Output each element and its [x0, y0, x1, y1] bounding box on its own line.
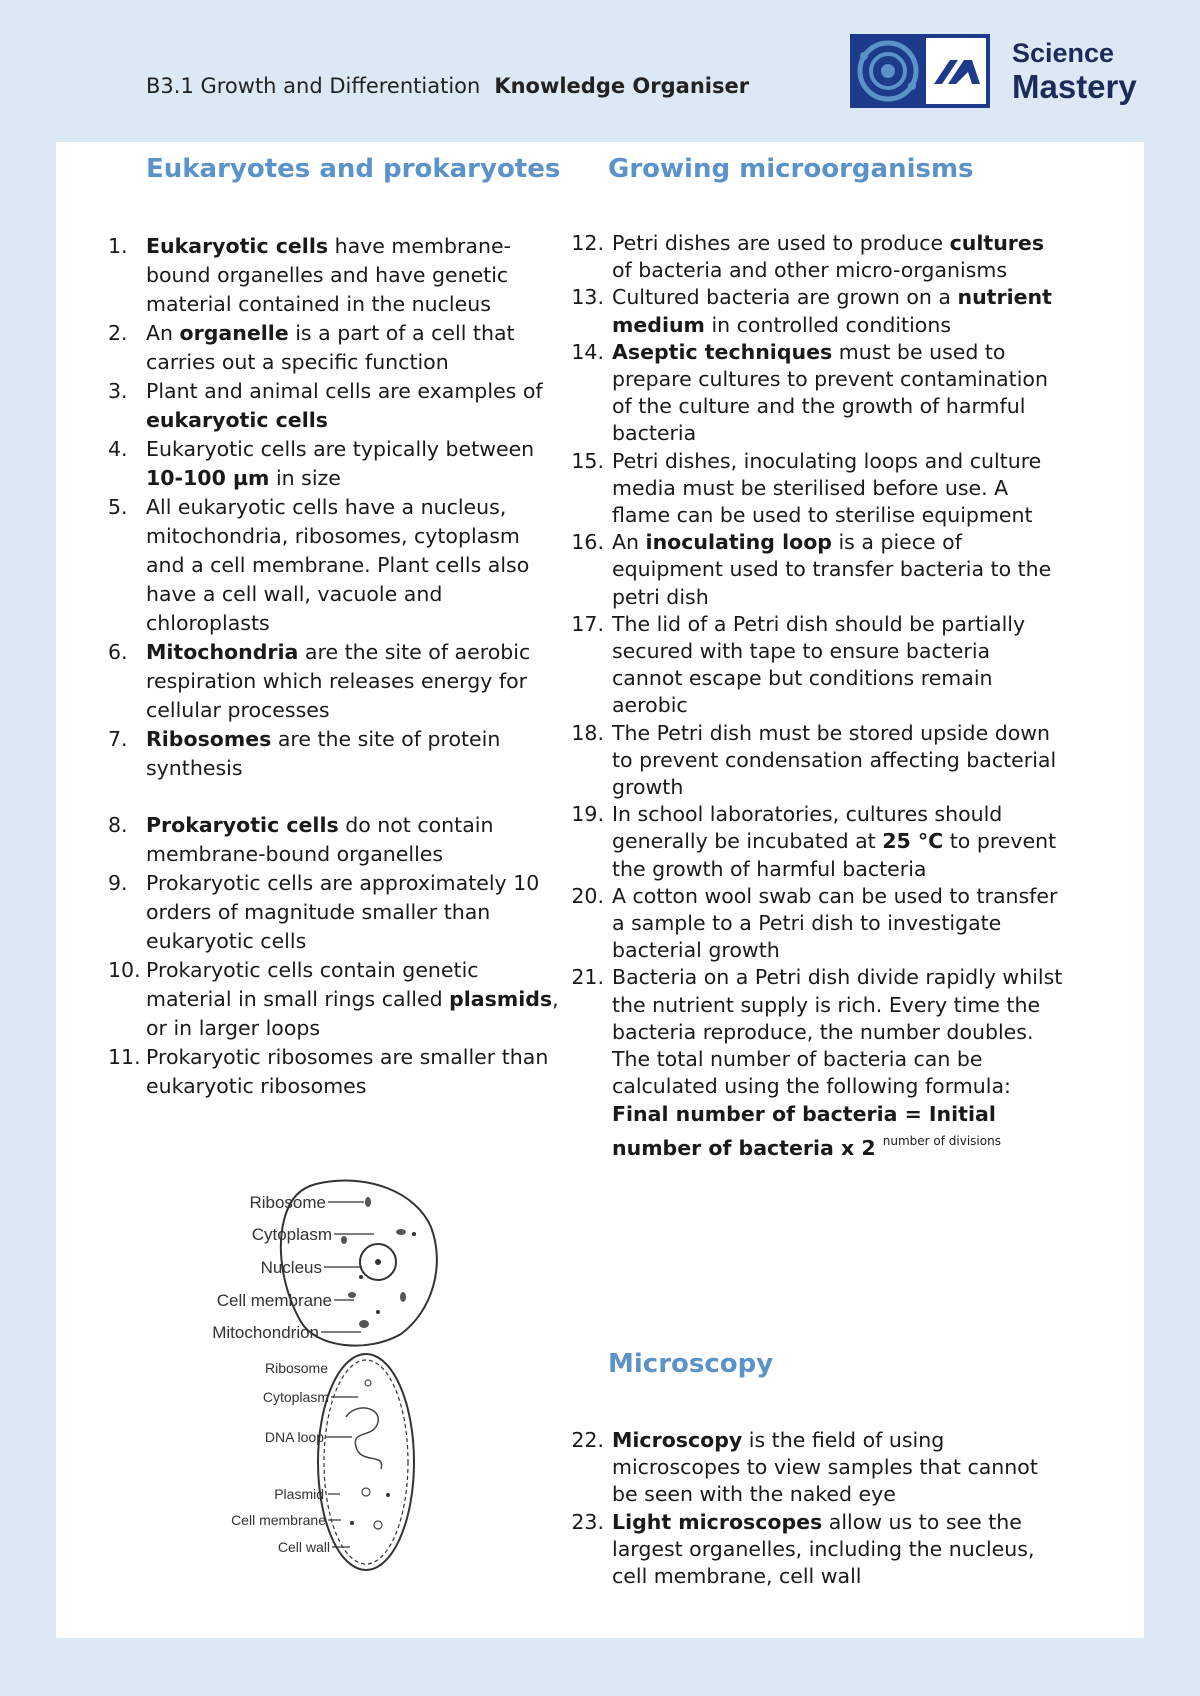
- item-text: is the field of using microscopes to view samples that cannot be seen with the naked eye: [612, 1428, 1038, 1507]
- key-term: 25 °C: [882, 829, 944, 854]
- heading-microscopy: Microscopy: [608, 1349, 774, 1379]
- eukaryote-item-8: [108, 811, 560, 869]
- item-text: Petri dishes, inoculating loops and culture media must be sterilised before use. A flame can be used to sterilise equipment: [612, 448, 1042, 528]
- bacteria-label-cytoplasm: Cytoplasm: [262, 1389, 329, 1405]
- eukaryotes-list: [108, 232, 560, 1101]
- page-header: [0, 0, 1200, 140]
- item-text: The Petri dish must be stored upside down to prevent condensation affecting bacterial growth: [612, 720, 1057, 800]
- microorganism-item-18: [571, 720, 1064, 802]
- bacterial-cell-diagram: [156, 1347, 456, 1577]
- item-number: 23.: [571, 1509, 604, 1534]
- item-number: 6.: [108, 640, 128, 664]
- bacteria-label-plasmid: Plasmid: [274, 1486, 324, 1502]
- item-text: do not contain membrane-bound organelles: [146, 813, 494, 866]
- item-number: 18.: [571, 720, 604, 745]
- eukaryote-item-4: [108, 435, 560, 493]
- heading-eukaryotes-prokaryotes: Eukaryotes and prokaryotes: [146, 154, 561, 184]
- heading-growing-microorganisms: Growing microorganisms: [608, 154, 974, 184]
- item-text: In school laboratories, cultures should generally be incubated at: [612, 802, 1003, 854]
- eukaryote-item-11: [108, 1043, 560, 1101]
- logo-text-line1: Science: [1012, 38, 1115, 68]
- item-text: of bacteria and other micro-organisms: [612, 258, 1008, 283]
- microorganism-item-14: [571, 339, 1064, 448]
- item-number: 19.: [571, 802, 604, 827]
- microscopy-list: [571, 1427, 1064, 1590]
- item-text: Plant and animal cells are examples of: [146, 379, 543, 403]
- item-text: allow us to see the largest organelles, including the nucleus, cell membrane, cell wall: [612, 1509, 1035, 1589]
- microorganism-item-19: [571, 801, 1064, 883]
- eukaryote-item-1: [108, 232, 560, 319]
- item-number: 4.: [108, 437, 128, 461]
- animal-label-mitochondrion: Mitochondrion: [212, 1323, 319, 1342]
- item-text: , or in larger loops: [146, 987, 559, 1040]
- item-number: 14.: [571, 339, 604, 364]
- key-term: Ribosomes: [146, 727, 272, 751]
- bacteria-label-cell-membrane: Cell membrane: [231, 1512, 326, 1528]
- eukaryote-item-3: [108, 377, 560, 435]
- content-panel: [56, 142, 1144, 1638]
- item-number: 12.: [571, 231, 604, 255]
- eukaryote-item-5: [108, 493, 560, 638]
- animal-label-nucleus: Nucleus: [260, 1258, 322, 1277]
- key-term: Mitochondria: [146, 640, 299, 664]
- item-text: Prokaryotic cells contain genetic material in small rings called: [146, 958, 479, 1011]
- item-text: Cultured bacteria are grown on a: [612, 285, 958, 310]
- item-number: 16.: [571, 530, 604, 555]
- key-term: 10-100 µm: [146, 466, 270, 490]
- item-text: An: [612, 530, 646, 555]
- formula-main: Final number of bacteria = Initial number of bacteria x 2: [612, 1101, 996, 1160]
- key-term: Eukaryotic cells: [146, 234, 329, 258]
- item-text: is a part of a cell that carries out a specific function: [146, 321, 515, 374]
- item-number: 8.: [108, 813, 128, 837]
- key-term: Aseptic techniques: [612, 339, 833, 364]
- bacteria-label-ribosome: Ribosome: [264, 1360, 328, 1376]
- item-number: 17.: [571, 611, 604, 636]
- bacteria-label-cell-wall: Cell wall: [277, 1539, 330, 1555]
- item-text: An: [146, 321, 180, 345]
- microorganism-item-16: [571, 529, 1064, 611]
- logo-wordmark: [1012, 36, 1137, 104]
- mountain-icon: [926, 38, 986, 104]
- logo-text-line2: Mastery: [1012, 68, 1137, 105]
- page-title: [146, 74, 749, 98]
- item-text: must be used to prepare cultures to prevent contamination of the culture and the growth of harmful bacteria: [612, 339, 1048, 446]
- key-term: nutrient medium: [612, 285, 1052, 337]
- item-number: 10.: [108, 958, 141, 982]
- bacteria-formula: [612, 1101, 1064, 1162]
- key-term: Microscopy: [612, 1428, 743, 1452]
- item-text: Prokaryotic ribosomes are smaller than eukaryotic ribosomes: [146, 1045, 549, 1098]
- key-term: inoculating loop: [645, 530, 832, 555]
- item-number: 15.: [571, 448, 604, 473]
- atom-icon: [850, 34, 926, 108]
- item-text: Eukaryotic cells are typically between: [146, 437, 535, 461]
- animal-label-cytoplasm: Cytoplasm: [251, 1225, 332, 1244]
- microorganism-item-21: [571, 964, 1064, 1161]
- document-subtitle: Knowledge Organiser: [494, 74, 750, 98]
- item-text: Bacteria on a Petri dish divide rapidly whilst the nutrient supply is rich. Every time the bacteria reproduce, the number doubles. The total number of bacteria can be calculated using the following formula:: [612, 965, 1063, 1099]
- microorganisms-list: [571, 230, 1064, 1162]
- item-text: in size: [269, 466, 341, 490]
- microorganism-item-15: [571, 448, 1064, 530]
- microscopy-item-22: [571, 1427, 1064, 1509]
- item-number: 2.: [108, 321, 128, 345]
- microorganism-item-12: [571, 230, 1064, 284]
- item-text: are the site of aerobic respiration which releases energy for cellular processes: [146, 640, 531, 722]
- item-number: 21.: [571, 965, 604, 990]
- item-text: A cotton wool swab can be used to transfer a sample to a Petri dish to investigate bacterial growth: [612, 883, 1058, 963]
- eukaryote-item-9: [108, 869, 560, 956]
- item-text: All eukaryotic cells have a nucleus, mitochondria, ribosomes, cytoplasm and a cell membrane. Plant cells also have a cell wall, vacuole and chloroplasts: [146, 495, 530, 635]
- key-term: eukaryotic cells: [146, 408, 328, 432]
- animal-label-cell-membrane: Cell membrane: [216, 1291, 332, 1310]
- item-number: 20.: [571, 883, 604, 908]
- item-number: 5.: [108, 495, 128, 519]
- item-text: in controlled conditions: [704, 312, 952, 337]
- eukaryote-item-2: [108, 319, 560, 377]
- key-term: Light microscopes: [612, 1509, 823, 1534]
- item-text: is a piece of equipment used to transfer bacteria to the petri dish: [612, 530, 1052, 609]
- formula-exponent: number of divisions: [882, 1133, 1001, 1148]
- item-number: 22.: [571, 1428, 604, 1452]
- item-text: Petri dishes are used to produce: [612, 231, 950, 255]
- microscopy-item-23: [571, 1509, 1064, 1591]
- microorganism-item-17: [571, 611, 1064, 720]
- eukaryote-item-10: [108, 956, 560, 1043]
- bacteria-label-dna-loop: DNA loop: [264, 1429, 324, 1445]
- eukaryote-item-6: [108, 638, 560, 725]
- item-number: 3.: [108, 379, 128, 403]
- item-number: 1.: [108, 234, 128, 258]
- science-mastery-logo: [850, 34, 990, 108]
- key-term: cultures: [949, 231, 1045, 255]
- key-term: Prokaryotic cells: [146, 813, 339, 837]
- item-number: 13.: [571, 285, 604, 310]
- item-number: 11.: [108, 1045, 141, 1069]
- item-text: Prokaryotic cells are approximately 10 orders of magnitude smaller than eukaryotic cells: [146, 871, 540, 953]
- item-number: 9.: [108, 871, 128, 895]
- item-text: are the site of protein synthesis: [146, 727, 501, 780]
- item-text: The lid of a Petri dish should be partially secured with tape to ensure bacteria cannot escape but conditions remain aerobic: [612, 611, 1026, 718]
- eukaryote-item-7: [108, 725, 560, 783]
- item-text: to prevent the growth of harmful bacteria: [612, 829, 1057, 881]
- microorganism-item-20: [571, 883, 1064, 965]
- key-term: organelle: [179, 321, 289, 345]
- animal-label-ribosome: Ribosome: [249, 1193, 326, 1212]
- item-text: have membrane-bound organelles and have genetic material contained in the nucleus: [146, 234, 511, 316]
- animal-cell-diagram: [116, 1152, 456, 1352]
- item-number: 7.: [108, 727, 128, 751]
- key-term: plasmids: [449, 987, 553, 1011]
- microorganism-item-13: [571, 284, 1064, 338]
- unit-title: B3.1 Growth and Differentiation: [146, 74, 481, 98]
